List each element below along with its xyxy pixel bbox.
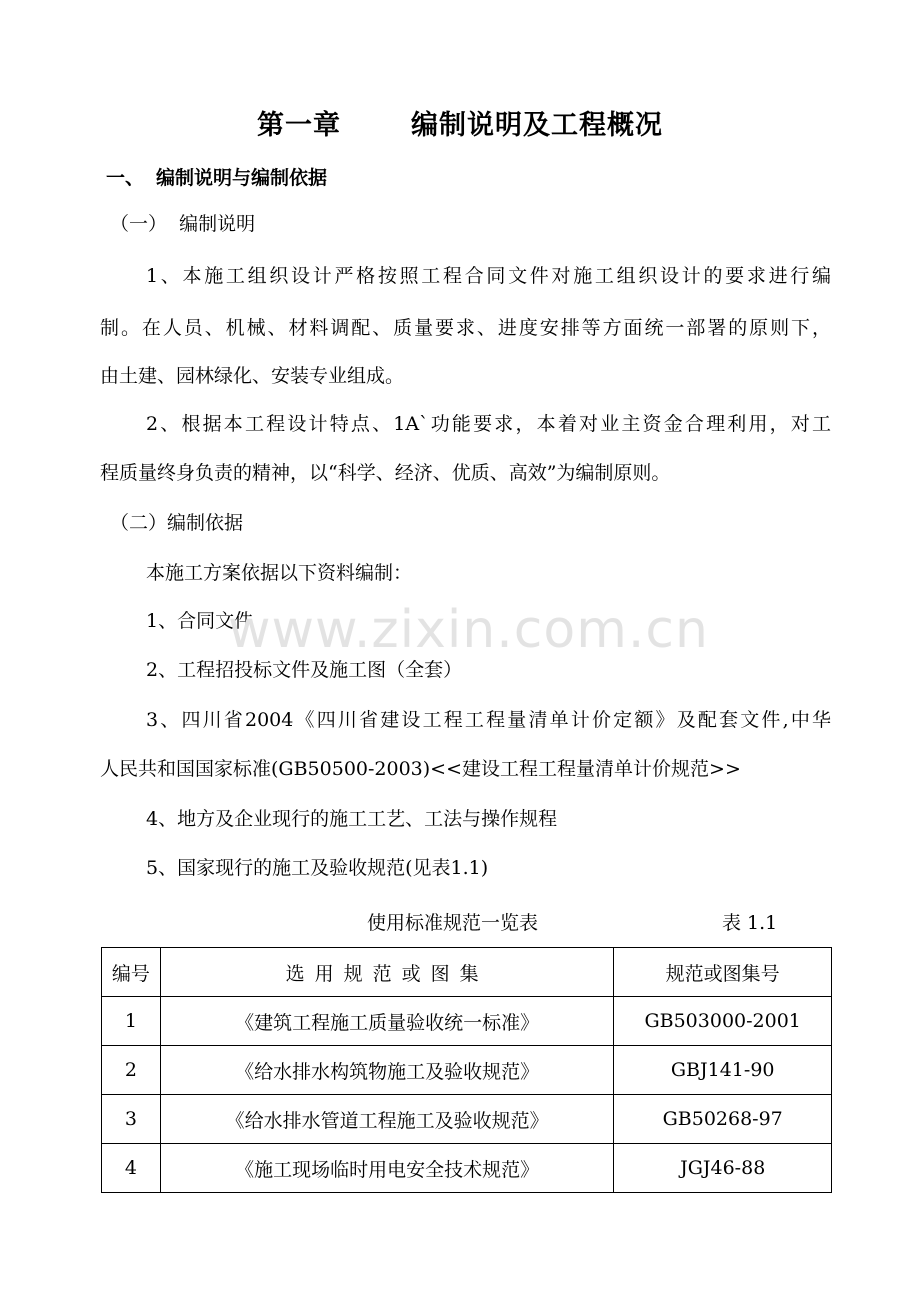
table-row: [102, 1095, 832, 1144]
subsection-title: 编制说明: [179, 213, 256, 235]
chapter-number: 第一章: [257, 110, 341, 141]
table-cell: 4: [102, 1144, 161, 1193]
table-cell: 《建筑工程施工质量验收统一标准》: [160, 997, 614, 1046]
table-cell: GBJ141-90: [614, 1046, 832, 1095]
basis-item: 1、合同文件: [146, 610, 254, 632]
column-header-standard: 选用规范或图集: [160, 948, 614, 997]
section-number: 一、: [106, 167, 145, 189]
table-number: 表 1.1: [722, 912, 778, 934]
chapter-name: 编制说明及工程概况: [411, 110, 663, 141]
paragraph-line: 1、本施工组织设计严格按照工程合同文件对施工组织设计的要求进行编: [146, 265, 831, 287]
table-cell: 《施工现场临时用电安全技术规范》: [160, 1144, 614, 1193]
subsection-heading-1: [110, 215, 255, 234]
table-cell: 《给水排水管道工程施工及验收规范》: [160, 1095, 614, 1144]
column-header-code: 规范或图集号: [614, 948, 832, 997]
basis-item: 3、四川省2004《四川省建设工程工程量清单计价定额》及配套文件,中华: [146, 709, 831, 731]
basis-intro: 本施工方案依据以下资料编制：: [146, 562, 413, 584]
basis-item: 5、国家现行的施工及验收规范(见表1.1): [146, 857, 489, 879]
chapter-title: [0, 103, 920, 142]
column-header-number: 编号: [102, 948, 161, 997]
section-heading: [106, 163, 327, 190]
paragraph-line: 2、根据本工程设计特点、1A`功能要求，本着对业主资金合理利用，对工: [146, 413, 831, 435]
basis-item-continued: 人民共和国国家标准(GB50500-2003)<<建设工程工程量清单计价规范>>: [100, 758, 741, 780]
table-cell: GB503000-2001: [614, 997, 832, 1046]
paragraph-line: 由土建、园林绿化、安装专业组成。: [100, 365, 405, 387]
standards-table: [101, 947, 832, 1193]
paragraph-line: 程质量终身负责的精神，以“科学、经济、优质、高效”为编制原则。: [100, 462, 671, 484]
table-caption: 使用标准规范一览表: [367, 912, 539, 934]
watermark: www.zixin.com.cn: [228, 600, 709, 660]
table-cell: GB50268-97: [614, 1095, 832, 1144]
table-header-row: [102, 948, 832, 997]
table-cell: JGJ46-88: [614, 1144, 832, 1193]
table-cell: 2: [102, 1046, 161, 1095]
table-row: [102, 1046, 832, 1095]
subsection-heading-2: （二）编制依据: [110, 512, 244, 534]
basis-item: 4、地方及企业现行的施工工艺、工法与操作规程: [146, 808, 558, 830]
table-row: [102, 1144, 832, 1193]
table-row: [102, 997, 832, 1046]
table-cell: 1: [102, 997, 161, 1046]
subsection-label: （一）: [110, 213, 168, 235]
basis-item: 2、工程招投标文件及施工图（全套）: [146, 659, 463, 681]
table-cell: 3: [102, 1095, 161, 1144]
table-cell: 《给水排水构筑物施工及验收规范》: [160, 1046, 614, 1095]
paragraph-line: 制。在人员、机械、材料调配、质量要求、进度安排等方面统一部署的原则下，: [100, 317, 831, 339]
section-title: 编制说明与编制依据: [156, 167, 328, 189]
